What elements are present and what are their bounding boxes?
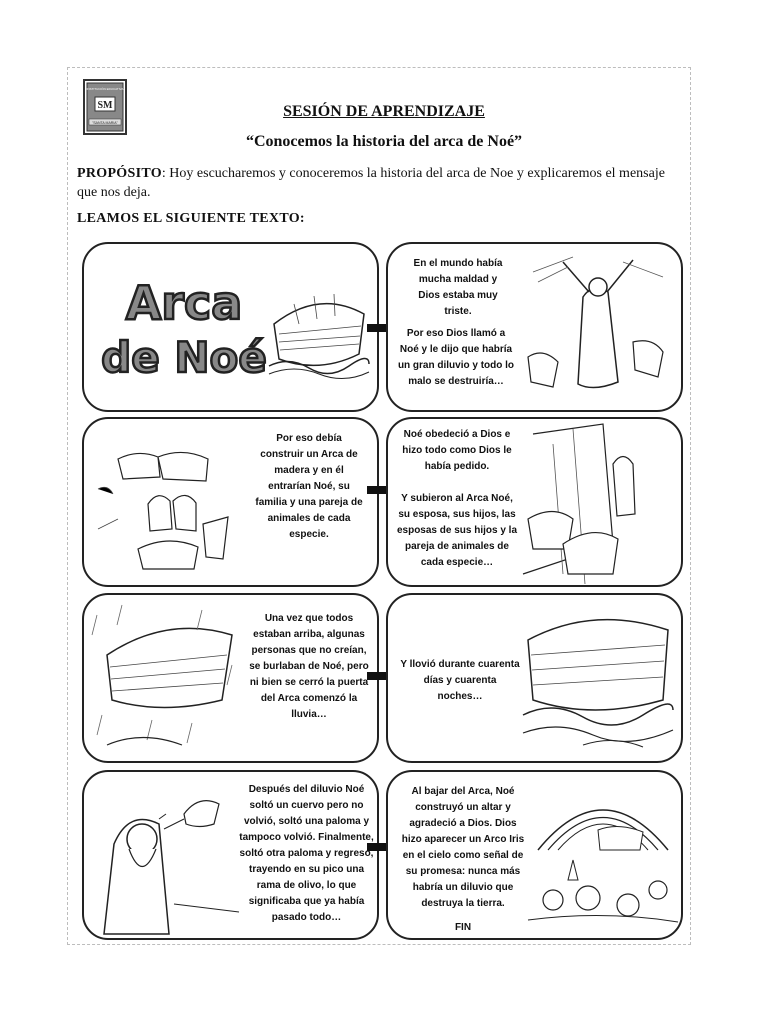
story-text-fin: FIN: [454, 922, 472, 933]
lions-boarding-illustration: [513, 424, 678, 584]
story-text-4b: Y subieron al Arca Noé, su esposa, sus hijos, las esposas de sus hijos y la pareja de animales de cada especie…: [396, 493, 518, 568]
ark-illustration: [269, 284, 369, 379]
story-panel-4: [386, 417, 683, 587]
story-panel-6: [386, 593, 683, 763]
noah-praying-illustration: [523, 252, 673, 402]
page-subtitle: “Conocemos la historia del arca de Noé”: [245, 133, 523, 150]
purpose-label: PROPÓSITO: [77, 166, 162, 181]
logo-initials: SM: [97, 100, 113, 111]
ark-flood-illustration: [523, 605, 673, 755]
logo-top-text: INSTITUCIÓN EDUCATIVA: [86, 87, 124, 91]
cover-title-line2: de Noé: [101, 333, 267, 382]
cover-title-art: [101, 264, 267, 384]
story-panel-7: [82, 770, 379, 940]
story-text-2b: Por eso Dios llamó a Noé y le dijo que habría un gran diluvio y todo lo malo se destruiría…: [397, 328, 515, 387]
story-text-4a: Noé obedeció a Dios e hizo todo como Dios le había pedido.: [402, 429, 512, 472]
cover-title-line1: Arca: [125, 276, 243, 330]
story-text-7: Después del diluvio Noé soltó un cuervo pero no volvió, soltó una paloma y tampoco volvió. Finalmente, soltó otra paloma y regresó, trayendo en su pico una rama de olivo, lo que significaba que ya había pasado todo…: [239, 784, 374, 923]
read-instruction: LEAMOS EL SIGUIENTE TEXTO:: [77, 211, 305, 226]
story-text-8: Al bajar del Arca, Noé construyó un altar y agradeció a Dios. Dios hizo aparecer un Arco Iris en el cielo como señal de su promesa: nunca más habría un diluvio que destruya la tierra.: [401, 786, 525, 909]
logo-text: "SANTA MARIA": [92, 121, 118, 125]
story-panel-3: [82, 417, 379, 587]
story-text-3: Por eso debía construir un Arca de madera y en él entrarían Noé, su familia y una pareja de animales de cada especie.: [255, 433, 363, 540]
story-panel-2: [386, 242, 683, 412]
story-panel-8: [386, 770, 683, 940]
story-panel-5: [82, 593, 379, 763]
purpose-paragraph: [77, 164, 677, 202]
story-panel-1: [82, 242, 379, 412]
story-text-5: Una vez que todos estaban arriba, algunas personas que no creían, se burlaban de Noé, pero ni bien se cerró la puerta del Arca comenzó la lluvia…: [249, 613, 369, 720]
animals-illustration: [98, 429, 248, 579]
story-text-2a: En el mundo había mucha maldad y Dios estaba muy triste.: [413, 258, 503, 317]
ark-rain-illustration: [92, 605, 242, 755]
noah-dove-illustration: [94, 784, 244, 934]
rainbow-illustration: [528, 780, 678, 935]
page-title: SESIÓN DE APRENDIZAJE: [283, 103, 485, 120]
story-text-6: Y llovió durante cuarenta días y cuarenta noches…: [400, 659, 520, 702]
purpose-text: : Hoy escucharemos y conoceremos la historia del arca de Noe y explicaremos el mensaje que nos deja.: [77, 166, 665, 200]
